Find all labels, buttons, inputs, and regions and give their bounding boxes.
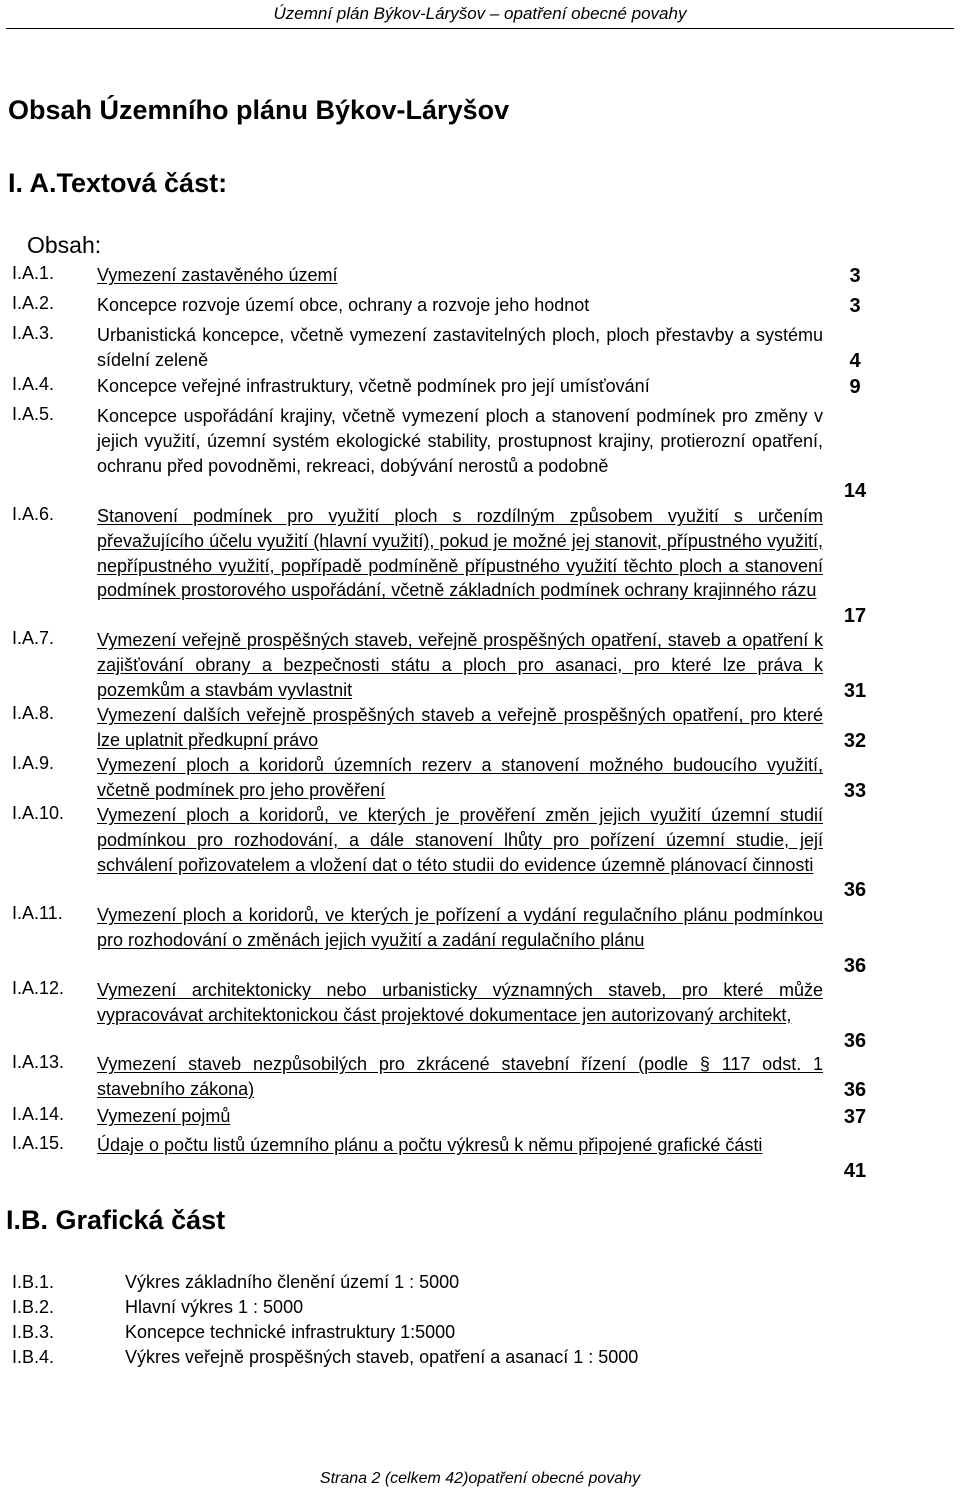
toc-entry-number: I.A.15. xyxy=(12,1133,65,1153)
toc-entry-title[interactable] xyxy=(97,703,823,753)
toc-entry-page: 32 xyxy=(843,729,867,752)
toc-entry-title-text: Koncepce rozvoje území obce, ochrany a rozvoje jeho hodnot xyxy=(97,295,590,315)
page-header: Územní plán Býkov-Láryšov – opatření obecné povahy xyxy=(273,4,687,23)
toc-entry-title-text: Koncepce uspořádání krajiny, včetně vymezení ploch a stanovení podmínek pro změny v jejich využití, územní systém ekologické stability, prostupnost krajiny, protierozní opatření, ochranu před povodněmi, rekreaci, dobývání nerostů a podobně xyxy=(97,406,823,476)
toc-entry-number: I.A.5. xyxy=(12,404,55,424)
toc-entry-title-text: Koncepce veřejné infrastruktury, včetně podmínek pro její umísťování xyxy=(97,376,650,396)
graphic-part-number: I.B.4. xyxy=(12,1347,55,1367)
toc-entry-title[interactable] xyxy=(97,263,823,288)
toc-entry-title[interactable] xyxy=(97,628,823,702)
toc-entry-number: I.A.9. xyxy=(12,753,55,773)
toc-entry-title-text: Vymezení dalších veřejně prospěšných staveb a veřejně prospěšných opatření, pro které lze uplatnit předkupní právo xyxy=(97,705,823,750)
toc-entry-title[interactable] xyxy=(97,1104,823,1129)
toc-entry-title[interactable] xyxy=(97,803,823,877)
toc-entry-page: 33 xyxy=(843,779,867,802)
toc-entry-title-text: Vymezení ploch a koridorů, ve kterých je pořízení a vydání regulačního plánu podmínkou pro rozhodování o změnách jejich využití a zadání regulačního plánu xyxy=(97,905,823,950)
toc-entry-number: I.A.6. xyxy=(12,504,55,524)
toc-entry-page: 3 xyxy=(849,265,861,287)
toc-entry-title-text: Vymezení zastavěného území xyxy=(97,265,338,285)
toc-entry-page: 36 xyxy=(843,879,867,902)
toc-entry-title[interactable] xyxy=(97,504,823,603)
part-b-heading: I.B. Grafická část xyxy=(6,1205,226,1235)
toc-entry-title-text: Vymezení pojmů xyxy=(97,1106,231,1126)
toc-entry-title[interactable] xyxy=(97,903,823,953)
page-footer: Strana 2 (celkem 42)opatření obecné povahy xyxy=(319,1470,641,1487)
toc-entry-number: I.A.14. xyxy=(12,1104,65,1124)
toc-entry-page: 41 xyxy=(843,1159,867,1182)
toc-entry-title[interactable] xyxy=(97,753,823,803)
toc-entry-title-text: Údaje o počtu listů územního plánu a počtu výkresů k němu připojené grafické části xyxy=(97,1135,763,1155)
toc-entry-number: I.A.1. xyxy=(12,263,55,283)
toc-entry-page: 4 xyxy=(849,349,861,372)
toc-entry-title-text: Vymezení architektonicky nebo urbanisticky významných staveb, pro které může vypracovávat architektonickou část projektové dokumentace jen autorizovaný architekt, xyxy=(97,980,823,1025)
toc-entry-title-text: Vymezení ploch a koridorů územních rezerv a stanovení možného budoucího využití, včetně podmínek pro jeho prověření xyxy=(97,755,823,800)
toc-entry-title[interactable] xyxy=(97,323,823,373)
toc-entry-number: I.A.4. xyxy=(12,374,55,394)
toc-entry-number: I.A.2. xyxy=(12,293,55,313)
toc-entry-number: I.A.11. xyxy=(12,903,63,923)
toc-entry-title[interactable] xyxy=(97,293,823,318)
toc-entry-title[interactable] xyxy=(97,374,823,399)
toc-entry-title-text: Vymezení veřejně prospěšných staveb, veřejně prospěšných opatření, staveb a opatření k zajišťování obrany a bezpečnosti státu a ploch pro asanaci, pro které lze práva k pozemkům a stavbám vyvlastnit xyxy=(97,630,823,700)
toc-entry-title-text: Stanovení podmínek pro využití ploch s rozdílným způsobem využití s určením převažujícího účelu využití (hlavní využití), pokud je možné jej stanovit, přípustného využití, nepřípustného využití, popřípadě podmíněně přípustného využití těchto ploch a stanovení podmínek prostorového uspořádání, včetně základních podmínek ochrany krajinného rázu xyxy=(97,506,823,601)
toc-entry-page: 14 xyxy=(843,480,867,503)
graphic-part-title: Koncepce technické infrastruktury 1:5000 xyxy=(125,1322,456,1342)
toc-entry-title-text: Urbanistická koncepce, včetně vymezení zastavitelných ploch, ploch přestavby a systému sídelní zeleně xyxy=(97,325,823,370)
graphic-part-title: Výkres základního členění území 1 : 5000 xyxy=(125,1272,460,1292)
toc-entry-page: 36 xyxy=(843,954,867,977)
toc-entry-title-text: Vymezení staveb nezpůsobilých pro zkrácené stavební řízení (podle § 117 odst. 1 stavebního zákona) xyxy=(97,1054,823,1099)
document-title: Obsah Územního plánu Býkov-Láryšov xyxy=(8,95,510,125)
toc-entry-page: 17 xyxy=(843,605,867,628)
contents-label: Obsah: xyxy=(27,232,102,258)
toc-entry-title-text: Vymezení ploch a koridorů, ve kterých je prověření změn jejich využití územní studií podmínkou pro rozhodování, a dále stanovení lhůty pro pořízení územní studie, její schválení pořizovatelem a vložení dat o této studii do evidence územně plánovací činnosti xyxy=(97,805,823,875)
part-a-heading: I. A.Textová část: xyxy=(8,168,228,198)
graphic-part-number: I.B.2. xyxy=(12,1297,55,1317)
toc-entry-page: 9 xyxy=(849,376,861,398)
toc-entry-number: I.A.8. xyxy=(12,703,55,723)
graphic-part-title: Hlavní výkres 1 : 5000 xyxy=(125,1297,304,1317)
toc-entry-title[interactable] xyxy=(97,404,823,478)
toc-entry-page: 36 xyxy=(843,1078,867,1101)
graphic-part-number: I.B.1. xyxy=(12,1272,55,1292)
toc-entry-title[interactable] xyxy=(97,1133,823,1158)
toc-entry-number: I.A.13. xyxy=(12,1052,65,1072)
toc-entry-page: 31 xyxy=(843,679,867,702)
toc-entry-number: I.A.10. xyxy=(12,803,65,823)
toc-entry-number: I.A.3. xyxy=(12,323,55,343)
graphic-part-number: I.B.3. xyxy=(12,1322,55,1342)
toc-entry-number: I.A.12. xyxy=(12,978,65,998)
toc-entry-page: 36 xyxy=(843,1029,867,1052)
header-divider xyxy=(6,28,954,29)
toc-entry-page: 37 xyxy=(843,1106,867,1128)
graphic-part-title: Výkres veřejně prospěšných staveb, opatření a asanací 1 : 5000 xyxy=(125,1347,639,1367)
toc-entry-title[interactable] xyxy=(97,1052,823,1102)
toc-entry-page: 3 xyxy=(849,295,861,317)
toc-entry-title[interactable] xyxy=(97,978,823,1028)
toc-entry-number: I.A.7. xyxy=(12,628,55,648)
